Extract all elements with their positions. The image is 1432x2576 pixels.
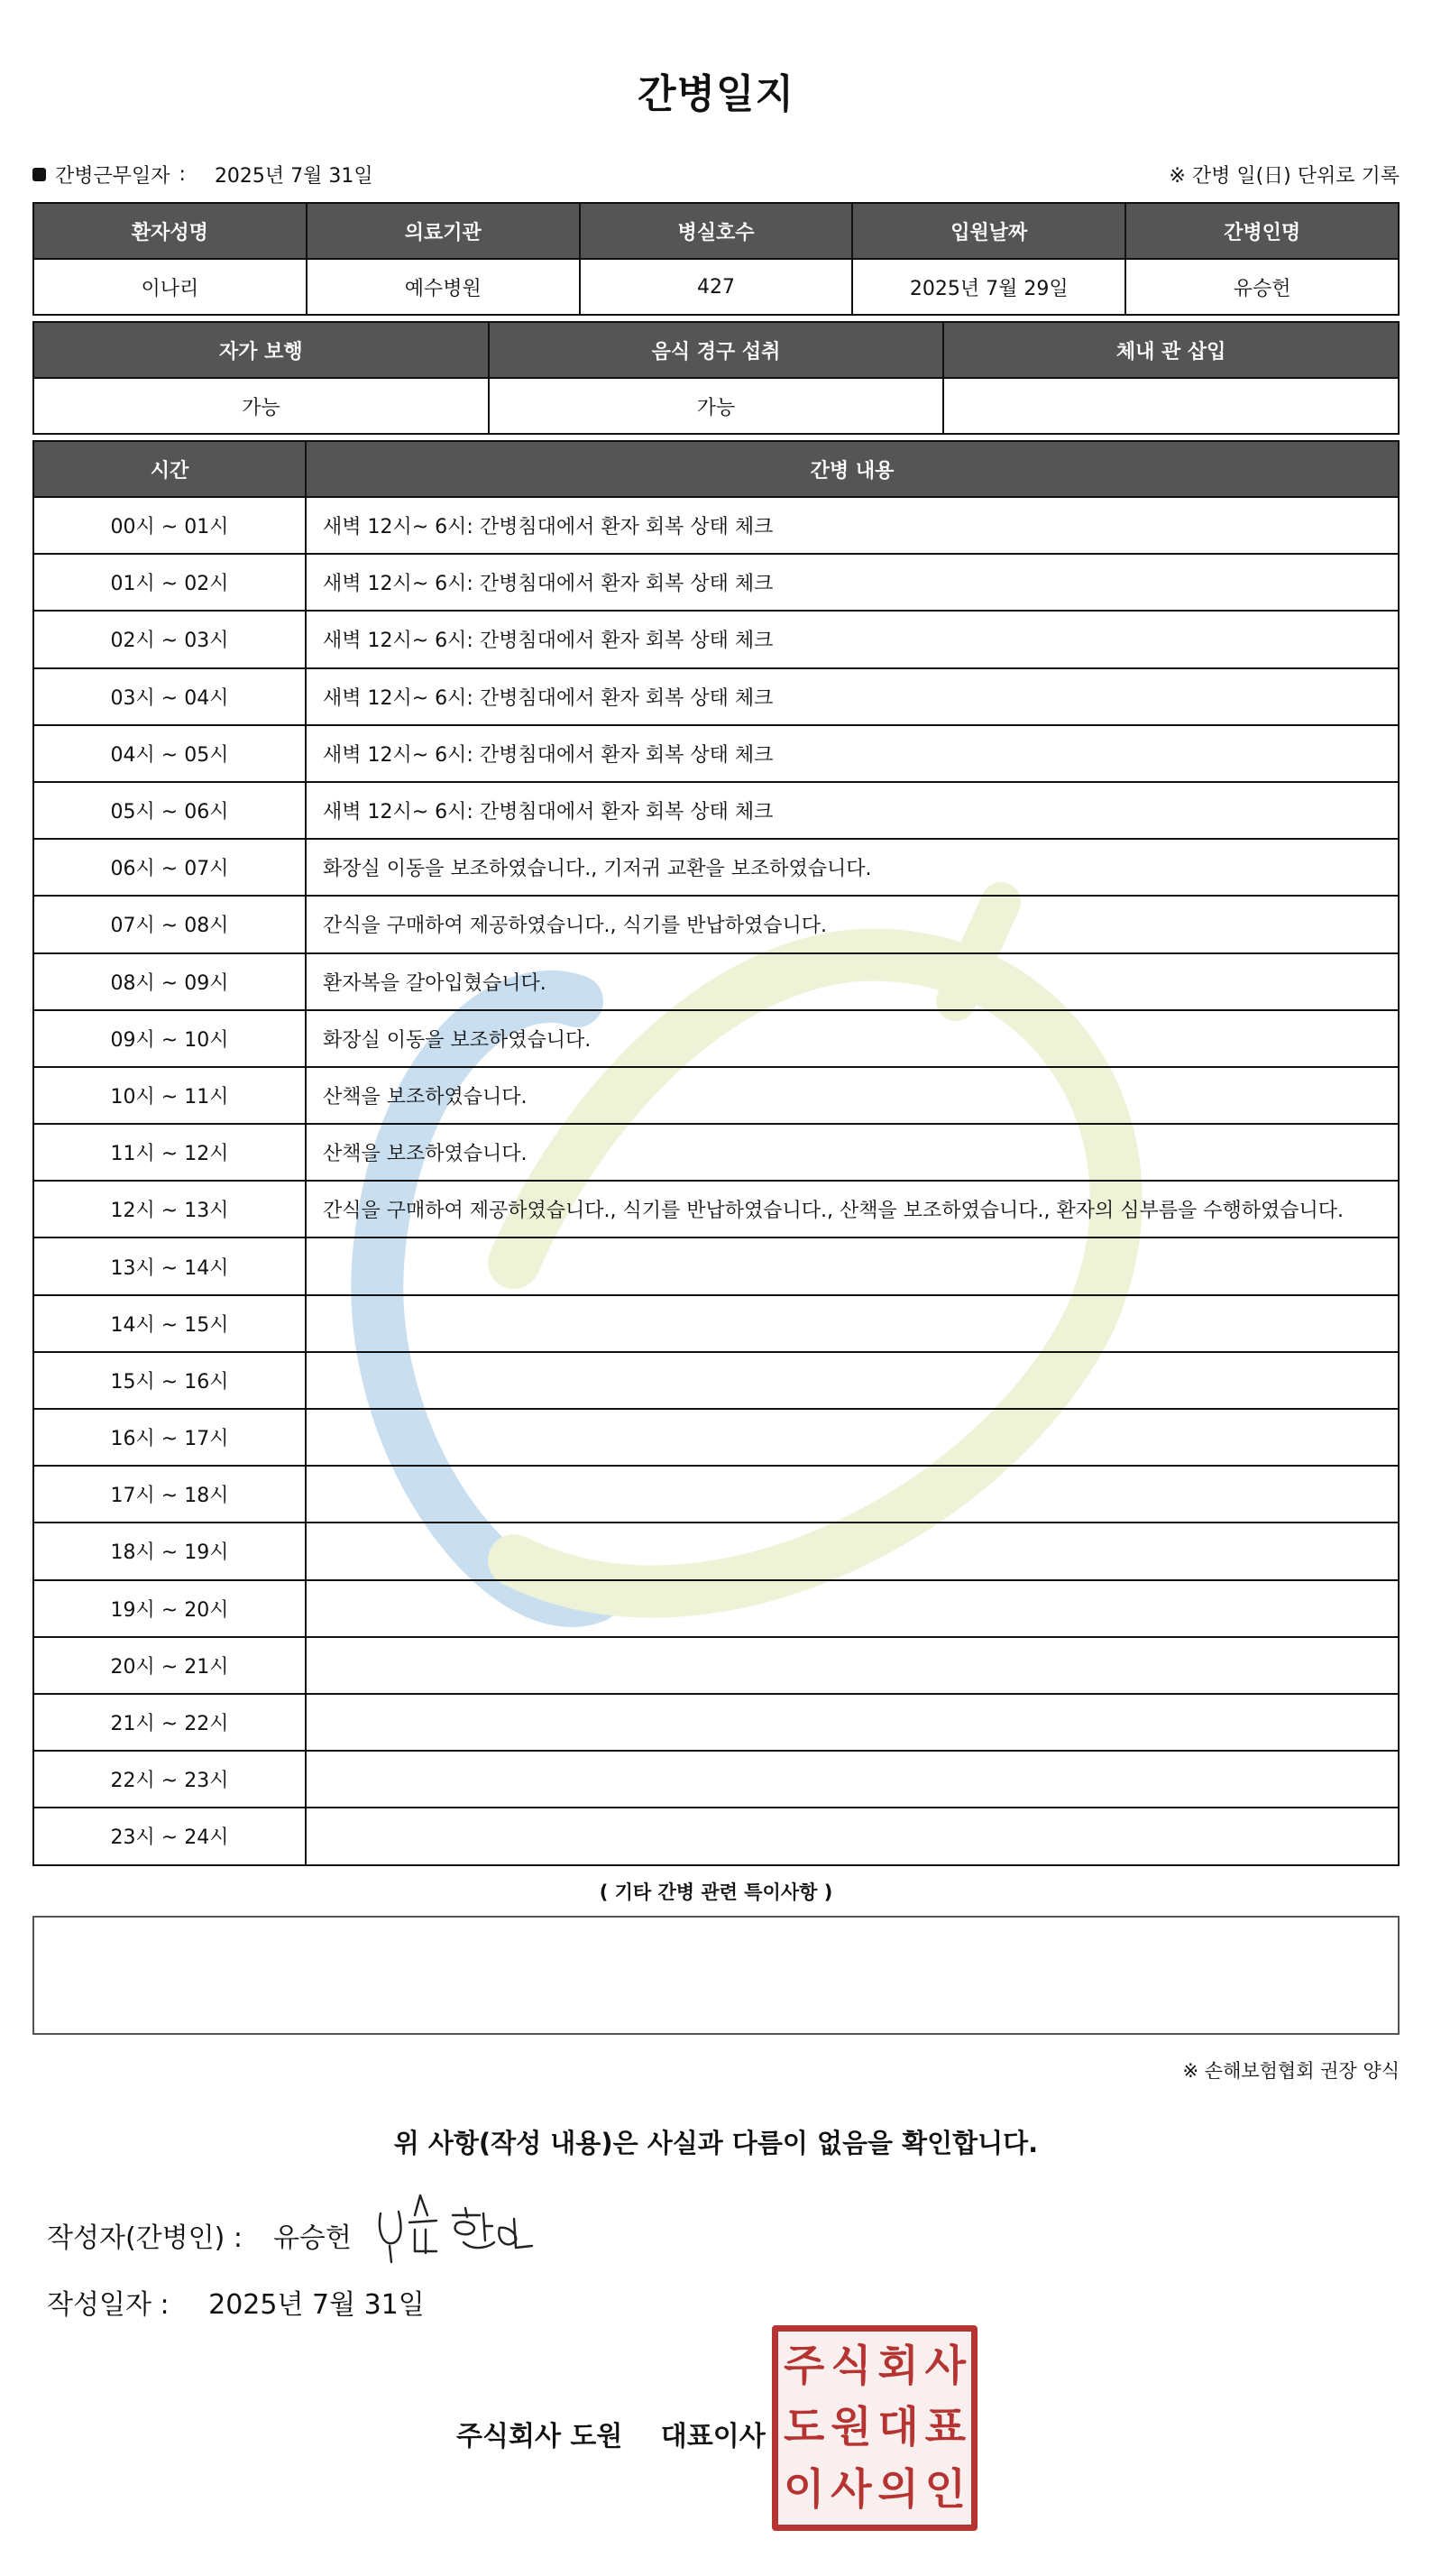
seal-glyph: 주 — [784, 2341, 825, 2391]
seal-glyph: 원 — [831, 2403, 872, 2453]
table-row — [33, 497, 1399, 554]
work-date-separator: : — [179, 162, 186, 186]
table-header-row — [33, 441, 1399, 497]
time-cell: 17시 ~ 18시 — [33, 1466, 306, 1523]
seal-glyph: 의 — [877, 2465, 919, 2516]
square-bullet-icon — [32, 168, 46, 181]
content-cell: 새벽 12시~ 6시: 간병침대에서 환자 회복 상태 체크 — [306, 668, 1399, 725]
header-hospital: 의료기관 — [307, 203, 580, 259]
content-cell: 산책을 보조하였습니다. — [306, 1124, 1399, 1181]
header-care-content: 간병 내용 — [306, 441, 1399, 497]
self-walking: 가능 — [33, 378, 489, 434]
time-cell: 09시 ~ 10시 — [33, 1010, 306, 1067]
seal-line — [784, 2397, 966, 2460]
work-date — [32, 161, 373, 189]
company-seal-stamp — [772, 2325, 978, 2531]
table-row — [33, 611, 1399, 667]
author-name: 유승헌 — [272, 2222, 352, 2254]
content-cell: 화장실 이동을 보조하였습니다. — [306, 1010, 1399, 1067]
time-cell: 18시 ~ 19시 — [33, 1523, 306, 1579]
seal-glyph: 대 — [877, 2403, 919, 2453]
table-header-row — [33, 203, 1399, 259]
seal-glyph: 도 — [784, 2403, 825, 2453]
table-row — [33, 1181, 1399, 1237]
time-cell: 06시 ~ 07시 — [33, 839, 306, 896]
header-admission-date: 입원날짜 — [852, 203, 1125, 259]
time-cell: 12시 ~ 13시 — [33, 1181, 306, 1237]
table-row — [33, 259, 1399, 315]
time-cell: 10시 ~ 11시 — [33, 1067, 306, 1124]
time-cell: 19시 ~ 20시 — [33, 1580, 306, 1637]
page-title: 간병일지 — [637, 71, 794, 117]
table-row — [33, 896, 1399, 952]
work-date-value: 2025년 7월 31일 — [214, 164, 373, 188]
time-cell: 07시 ~ 08시 — [33, 896, 306, 952]
company-ceo-title: 대표이사 — [660, 2421, 766, 2452]
content-cell: 산책을 보조하였습니다. — [306, 1067, 1399, 1124]
record-note: ※ 간병 일(日) 단위로 기록 — [1169, 164, 1400, 188]
content-cell — [306, 1808, 1399, 1864]
table-row — [33, 1580, 1399, 1637]
time-cell: 08시 ~ 09시 — [33, 953, 306, 1010]
time-cell: 20시 ~ 21시 — [33, 1637, 306, 1694]
table-row — [33, 1523, 1399, 1579]
header-room-number: 병실호수 — [580, 203, 853, 259]
handwritten-signature — [373, 2188, 554, 2269]
time-cell: 21시 ~ 22시 — [33, 1694, 306, 1751]
table-row — [33, 1067, 1399, 1124]
content-cell: 새벽 12시~ 6시: 간병침대에서 환자 회복 상태 체크 — [306, 725, 1399, 782]
table-row — [33, 1352, 1399, 1409]
table-row — [33, 1237, 1399, 1294]
seal-glyph: 인 — [924, 2465, 966, 2516]
company-name: 주식회사 도원 — [456, 2421, 623, 2452]
seal-line — [784, 2335, 966, 2397]
written-date-line — [47, 2282, 425, 2322]
seal-glyph: 식 — [831, 2341, 872, 2391]
table-row — [33, 839, 1399, 896]
time-cell: 00시 ~ 01시 — [33, 497, 306, 554]
table-row — [33, 1010, 1399, 1067]
table-row — [33, 725, 1399, 782]
caregiver-name: 유승헌 — [1125, 259, 1399, 315]
table-row — [33, 953, 1399, 1010]
time-cell: 22시 ~ 23시 — [33, 1751, 306, 1808]
time-cell: 01시 ~ 02시 — [33, 554, 306, 611]
author-line — [47, 2215, 352, 2255]
content-cell — [306, 1751, 1399, 1808]
time-cell: 13시 ~ 14시 — [33, 1237, 306, 1294]
time-cell: 14시 ~ 15시 — [33, 1295, 306, 1352]
patient-info-table — [32, 202, 1400, 316]
time-cell: 03시 ~ 04시 — [33, 668, 306, 725]
time-cell: 16시 ~ 17시 — [33, 1409, 306, 1466]
content-cell: 환자복을 갈아입혔습니다. — [306, 953, 1399, 1010]
header-patient-name: 환자성명 — [33, 203, 307, 259]
content-cell: 간식을 구매하여 제공하였습니다., 식기를 반납하였습니다., 산책을 보조하였습니다., 환자의 심부름을 수행하였습니다. — [306, 1181, 1399, 1237]
patient-status-table — [32, 321, 1400, 435]
seal-glyph: 표 — [924, 2403, 966, 2453]
confirmation-statement: 위 사항(작성 내용)은 사실과 다름이 없음을 확인합니다. — [393, 2128, 1039, 2158]
seal-glyph: 이 — [784, 2465, 825, 2516]
special-notes-title: ( 기타 간병 관련 특이사항 ) — [599, 1881, 833, 1903]
patient-name: 이나리 — [33, 259, 307, 315]
content-cell: 새벽 12시~ 6시: 간병침대에서 환자 회복 상태 체크 — [306, 782, 1399, 839]
content-cell: 새벽 12시~ 6시: 간병침대에서 환자 회복 상태 체크 — [306, 611, 1399, 667]
content-cell — [306, 1694, 1399, 1751]
tube-insertion — [943, 378, 1399, 434]
seal-glyph: 사 — [924, 2341, 966, 2391]
content-cell — [306, 1523, 1399, 1579]
table-row — [33, 1637, 1399, 1694]
author-label: 작성자(간병인) : — [47, 2222, 243, 2254]
content-cell — [306, 1637, 1399, 1694]
table-row — [33, 1808, 1399, 1864]
content-cell — [306, 1352, 1399, 1409]
content-cell — [306, 1295, 1399, 1352]
header-tube-insertion: 체내 관 삽입 — [943, 322, 1399, 378]
seal-line — [784, 2459, 966, 2521]
table-row — [33, 1751, 1399, 1808]
table-header-row — [33, 322, 1399, 378]
time-cell: 23시 ~ 24시 — [33, 1808, 306, 1864]
care-log-table — [32, 440, 1400, 1866]
table-row — [33, 1409, 1399, 1466]
time-cell: 04시 ~ 05시 — [33, 725, 306, 782]
time-cell: 15시 ~ 16시 — [33, 1352, 306, 1409]
content-cell — [306, 1237, 1399, 1294]
oral-intake: 가능 — [489, 378, 944, 434]
content-cell — [306, 1409, 1399, 1466]
table-row — [33, 668, 1399, 725]
table-row — [33, 1295, 1399, 1352]
content-cell — [306, 1580, 1399, 1637]
table-row — [33, 378, 1399, 434]
time-cell: 02시 ~ 03시 — [33, 611, 306, 667]
form-note: ※ 손해보험협회 권장 양식 — [1182, 2060, 1400, 2082]
content-cell: 간식을 구매하여 제공하였습니다., 식기를 반납하였습니다. — [306, 896, 1399, 952]
table-row — [33, 554, 1399, 611]
meta-row — [32, 159, 1400, 189]
content-cell — [306, 1466, 1399, 1523]
company-line — [456, 2414, 766, 2453]
work-date-label: 간병근무일자 — [55, 164, 170, 188]
time-cell: 05시 ~ 06시 — [33, 782, 306, 839]
table-row — [33, 1124, 1399, 1181]
time-cell: 11시 ~ 12시 — [33, 1124, 306, 1181]
table-row — [33, 782, 1399, 839]
content-cell: 화장실 이동을 보조하였습니다., 기저귀 교환을 보조하였습니다. — [306, 839, 1399, 896]
table-row — [33, 1694, 1399, 1751]
seal-glyph: 사 — [831, 2465, 872, 2516]
written-date-value: 2025년 7월 31일 — [208, 2289, 425, 2321]
table-row — [33, 1466, 1399, 1523]
admission-date: 2025년 7월 29일 — [852, 259, 1125, 315]
seal-glyph: 회 — [877, 2341, 919, 2391]
content-cell: 새벽 12시~ 6시: 간병침대에서 환자 회복 상태 체크 — [306, 497, 1399, 554]
hospital: 예수병원 — [307, 259, 580, 315]
header-time: 시간 — [33, 441, 306, 497]
written-date-label: 작성일자 : — [47, 2289, 170, 2321]
header-caregiver-name: 간병인명 — [1125, 203, 1399, 259]
content-cell: 새벽 12시~ 6시: 간병침대에서 환자 회복 상태 체크 — [306, 554, 1399, 611]
special-notes-box — [32, 1916, 1400, 2035]
header-oral-intake: 음식 경구 섭취 — [489, 322, 944, 378]
header-self-walking: 자가 보행 — [33, 322, 489, 378]
room-number: 427 — [580, 259, 853, 315]
